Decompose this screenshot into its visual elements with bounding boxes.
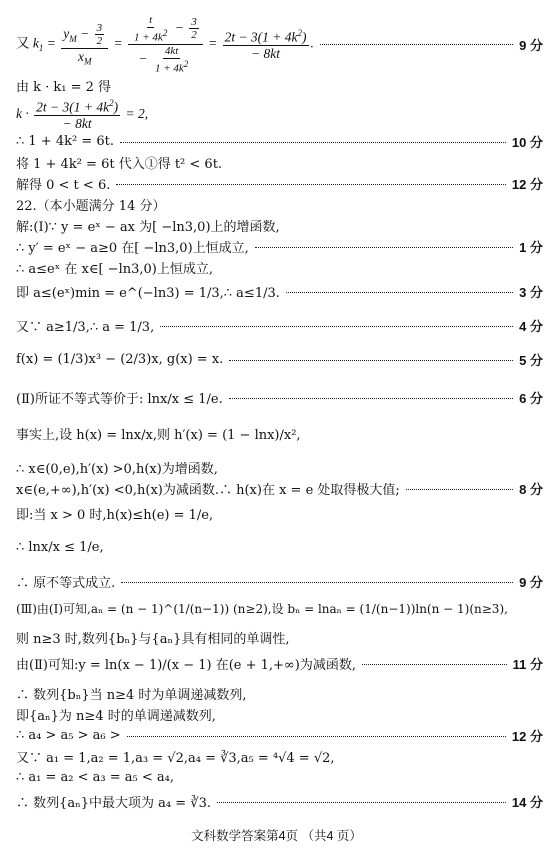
line — [16, 76, 543, 95]
k-times-k1-formula: k · $\frac{2t - 3(1 + 4k^2)}{- 8kt}$ = 2, — [16, 98, 149, 132]
score-label: 14 分 — [511, 795, 543, 810]
line — [16, 792, 543, 811]
line — [16, 572, 543, 591]
line-text: 由(Ⅱ)可知:y = ln(x − 1)/(x − 1) 在(e + 1,+∞)为减函数, — [16, 658, 356, 673]
k1-formula: 又 $k_1$ = $y_M$ − $\frac{3}{2}$ $x_M$ = $\frac{t}{1 + 4k^2}$ − $\frac{3}{2}$ − $\frac{4kt}{1 + 4k^2}$ = $\frac{2t - 3(1 + 4k^2)}{- 8kt}$ . — [16, 14, 314, 75]
score-label: 8 分 — [519, 482, 543, 497]
line-text: 则 n≥3 时,数列{bₙ}与{aₙ}具有相同的单调性, — [16, 632, 290, 647]
line-text: ∴ x∈(0,e),h′(x) >0,h(x)为增函数, — [16, 462, 218, 477]
leader-dots — [406, 488, 513, 490]
score-label: 12 分 — [511, 177, 543, 192]
line-text: f(x) = (1/3)x³ − (2/3)x, g(x) = x. — [16, 352, 224, 367]
line-text: ∴ 数列{bₙ}当 n≥4 时为单调递减数列, — [16, 688, 247, 703]
leader-dots — [229, 397, 513, 399]
line-text: 事实上,设 h(x) = lnx/x,则 h′(x) = (1 − lnx)/x², — [16, 428, 301, 443]
leader-dots — [320, 43, 513, 45]
line — [16, 628, 543, 647]
leader-dots — [229, 359, 513, 361]
line-text: 由 k · k₁ = 2 得 — [16, 80, 112, 95]
line — [16, 237, 543, 256]
line — [16, 388, 543, 407]
leader-dots — [121, 581, 513, 583]
line-text: ∴ 1 + 4k² = 6t. — [16, 134, 114, 149]
line — [16, 216, 543, 235]
score-label: 10 分 — [511, 135, 543, 150]
line — [16, 424, 543, 443]
line-text: 解:(Ⅰ)∵ y = eˣ − ax 为[ −ln3,0)上的增函数, — [16, 220, 280, 235]
line-text: ∴ 原不等式成立. — [16, 576, 116, 591]
leader-dots — [362, 663, 507, 665]
line — [16, 316, 543, 335]
line — [16, 504, 543, 523]
line-equation — [16, 98, 543, 132]
score-label: 11 分 — [512, 657, 543, 672]
leader-dots — [120, 141, 506, 143]
line-text: 解得 0 < t < 6. — [16, 178, 111, 193]
line-text: x∈(e,+∞),h′(x) <0,h(x)为减函数.∴ h(x)在 x = e 处取得极大值; — [16, 483, 400, 498]
line — [16, 705, 543, 724]
line-text: 又∵ a₁ = 1,a₂ = 1,a₃ = √2,a₄ = ∛3,a₅ = ⁴√4 = √2, — [16, 751, 335, 766]
line — [16, 684, 543, 703]
line-text: ∴ y′ = eˣ − a≥0 在[ −ln3,0)上恒成立, — [16, 241, 249, 256]
leader-dots — [217, 801, 506, 803]
line-text: 又∵ a≥1/3,∴ a = 1/3, — [16, 320, 155, 335]
score-label: 4 分 — [519, 319, 543, 334]
line-text: ∴ lnx/x ≤ 1/e, — [16, 540, 104, 555]
line — [16, 174, 543, 193]
line — [16, 600, 543, 617]
leader-dots — [160, 325, 513, 327]
line-text: ∴ a₁ = a₂ < a₃ = a₅ < a₄, — [16, 770, 174, 785]
leader-dots — [127, 735, 506, 737]
line — [16, 654, 543, 673]
line-text: 将 1 + 4k² = 6t 代入①得 t² < 6t. — [16, 157, 223, 172]
line — [16, 350, 543, 369]
line — [16, 726, 543, 745]
line-text: ∴ 数列{aₙ}中最大项为 a₄ = ∛3. — [16, 796, 211, 811]
line — [16, 458, 543, 477]
leader-dots — [255, 246, 513, 248]
score-label: 9 分 — [519, 37, 543, 53]
score-label: 1 分 — [519, 240, 543, 255]
score-label: 9 分 — [519, 575, 543, 590]
line — [16, 479, 543, 498]
leader-dots — [116, 183, 506, 185]
question-heading — [16, 195, 543, 214]
score-label: 6 分 — [519, 391, 543, 406]
line — [16, 540, 543, 555]
line-text: ∴ a≤eˣ 在 x∈[ −ln3,0)上恒成立, — [16, 262, 213, 277]
leader-dots — [286, 291, 513, 293]
line-text: 即 a≤(eˣ)min = e^(−ln3) = 1/3,∴ a≤1/3. — [16, 286, 280, 301]
line-k1-expression — [16, 14, 543, 75]
line-text: ∴ a₄ > a₅ > a₆ > — [16, 728, 121, 743]
line-text: (Ⅲ)由(Ⅰ)可知,aₙ = (n − 1)^(1/(n−1)) (n≥2),设 bₙ = lnaₙ = (1/(n−1))ln(n − 1)(n≥3), — [16, 602, 508, 616]
line — [16, 770, 543, 785]
line-text: 22.（本小题满分 14 分） — [16, 199, 166, 214]
score-label: 3 分 — [519, 285, 543, 300]
line — [16, 282, 543, 301]
page-footer: 文科数学答案第4页 （共4 页） — [191, 829, 362, 843]
score-label: 12 分 — [511, 729, 543, 744]
score-label: 5 分 — [519, 353, 543, 368]
line — [16, 747, 543, 766]
line — [16, 132, 543, 151]
line-text: 即:当 x > 0 时,h(x)≤h(e) = 1/e, — [16, 508, 214, 523]
line — [16, 153, 543, 172]
line-text: (Ⅱ)所证不等式等价于: lnx/x ≤ 1/e. — [16, 392, 223, 407]
line — [16, 258, 543, 277]
line-text: 即{aₙ}为 n≥4 时的单调递减数列, — [16, 709, 216, 724]
